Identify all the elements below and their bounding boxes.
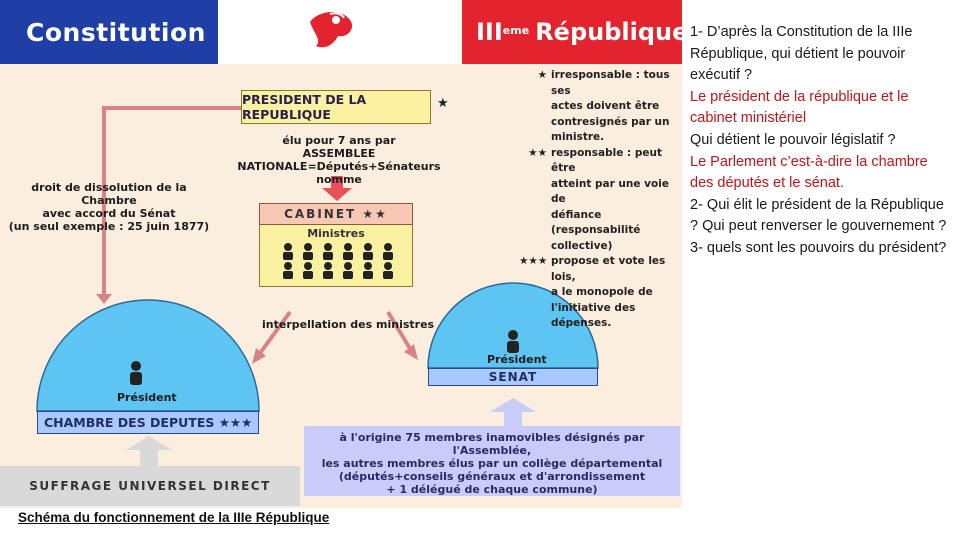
question-1: 1- D’après la Constitution de la IIIe République, qui détient le pouvoir exécutif ? [690, 24, 913, 84]
legend-line: propose et vote les lois, [551, 255, 666, 283]
answer-1: Le président de la république et le cabinet ministériel [690, 88, 909, 127]
senat-president-icon [507, 330, 519, 353]
header-sup: eme [502, 23, 530, 37]
senat-label: SENAT [488, 370, 538, 384]
chamber-president-icon [130, 361, 142, 385]
header-left-title: Constitution [26, 17, 206, 47]
chamber-label: CHAMBRE DES DEPUTES ★★★ [44, 415, 253, 430]
senat-label-box [428, 368, 598, 386]
senat-origin-box [304, 426, 680, 496]
chamber-label-box [37, 411, 259, 434]
ministers-icon [260, 225, 411, 287]
suffrage-box [0, 466, 300, 506]
question-1b: Qui détient le pouvoir législatif ? [690, 131, 896, 148]
legend-line: contresignés par un [551, 115, 670, 128]
suffrage-arrow-shaft [140, 448, 158, 468]
legend-line: atteint par une voie de [551, 177, 669, 205]
legend-symbol: ★ [537, 69, 547, 81]
election-line-3: nomme [316, 173, 362, 186]
legend-item [519, 68, 681, 146]
answer-1b: Le Parlement c’est-à-dire la chambre des députés et le sénat. [690, 153, 928, 192]
legend [519, 68, 681, 332]
legend-symbol: ★★ [528, 146, 547, 159]
legend-line: irresponsable : tous ses [551, 69, 670, 97]
suffrage-label: SUFFRAGE UNIVERSEL DIRECT [29, 479, 271, 493]
dissolution-line-3: (un seul exemple : 25 juin 1877) [8, 220, 210, 233]
interpellation-text: interpellation des ministres [262, 318, 435, 331]
president-star: ★ [437, 96, 449, 111]
suffrage-arrow-head [126, 436, 172, 450]
president-box [241, 90, 431, 124]
origin-line-3: (députés+conseils généraux et d'arrondissement [338, 470, 646, 483]
election-text [210, 134, 468, 186]
legend-line: l'initiative des dépenses. [551, 301, 636, 329]
chamber-president-label: Président [117, 391, 177, 404]
dissolution-line-2: avec accord du Sénat [42, 207, 176, 220]
election-line-1: élu pour 7 ans par [282, 134, 396, 147]
dissolution-arrow-head [96, 294, 112, 304]
legend-item [519, 146, 681, 255]
origin-line-2: les autres membres élus par un collège départemental [321, 457, 663, 470]
cabinet-body [259, 225, 413, 287]
nomme-arrow-head [322, 188, 352, 201]
header-right-word: République [535, 18, 689, 46]
dissolution-text [4, 181, 214, 233]
question-3: 3- quels sont les pouvoirs du président? [690, 239, 947, 256]
legend-line: défiance (responsabilité [551, 208, 641, 236]
header-roman: III [476, 18, 503, 46]
origin-line-1: à l'origine 75 membres inamovibles désignés par l'Assemblée, [339, 431, 645, 457]
diagram-caption: Schéma du fonctionnement de la IIIe République [18, 510, 330, 525]
cabinet-ministres-label: Ministres [307, 227, 365, 240]
legend-line: actes doivent être [551, 100, 660, 112]
origin-line-4: + 1 délégué de chaque commune) [386, 483, 598, 496]
question-2: 2- Qui élit le président de la République ? Qui peut renverser le gouvernement ? [690, 196, 947, 235]
cabinet-header-label: CABINET ★★ [284, 207, 388, 221]
legend-line: responsable : peut être [551, 146, 662, 174]
dissolution-line-1: droit de dissolution de la Chambre [31, 181, 187, 207]
legend-line: a le monopole de [551, 286, 653, 298]
legend-symbol: ★★★ [519, 255, 548, 267]
election-line-2: ASSEMBLEE NATIONALE=Députés+Sénateurs [237, 147, 441, 173]
legend-item [519, 254, 681, 332]
senat-arrow-head [490, 398, 536, 412]
president-box-label: PRESIDENT DE LA REPUBLIQUE [242, 92, 367, 122]
cabinet-header [259, 203, 413, 225]
legend-line: collective) [551, 239, 613, 252]
question-notes [690, 22, 952, 260]
legend-line: ministre. [551, 131, 605, 143]
senat-president-label: Président [487, 353, 547, 366]
